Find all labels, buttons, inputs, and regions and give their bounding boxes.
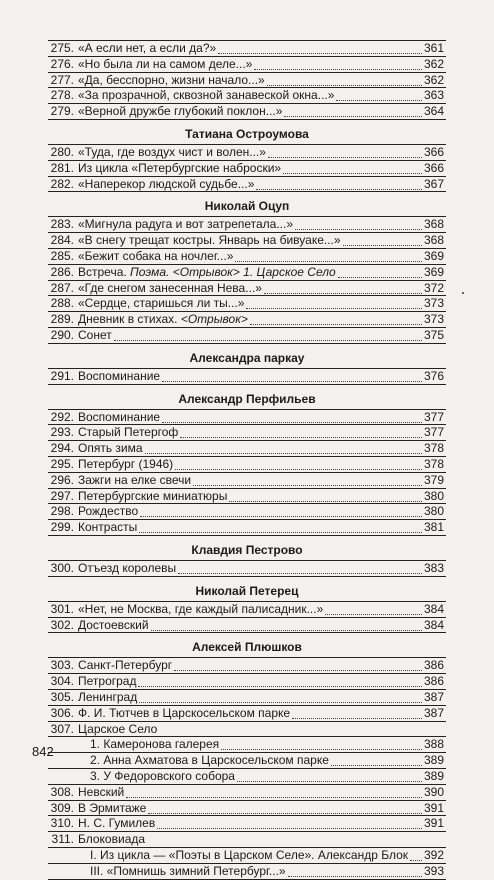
entry-title-text: Петербург (1946) bbox=[78, 457, 174, 471]
entry-number: 304. bbox=[50, 674, 74, 688]
entry-title bbox=[78, 519, 137, 536]
entry-page: 388 bbox=[423, 737, 444, 751]
toc-entry bbox=[0, 519, 494, 536]
entry-page: 378 bbox=[423, 457, 444, 471]
entry-title-text: Дневник в стихах. bbox=[78, 312, 181, 326]
entry-title bbox=[78, 103, 282, 120]
entry-page: 364 bbox=[423, 104, 444, 118]
row-divider bbox=[48, 384, 446, 385]
toc-entry bbox=[0, 456, 494, 473]
toc-entry bbox=[0, 831, 494, 848]
entry-title bbox=[78, 264, 336, 281]
entry-number: 291. bbox=[50, 369, 74, 383]
leader-dots bbox=[140, 516, 422, 517]
toc-entry bbox=[0, 689, 494, 706]
entry-number: 290. bbox=[50, 328, 74, 342]
row-divider bbox=[48, 535, 446, 536]
leader-dots bbox=[193, 485, 422, 486]
entry-page: 368 bbox=[423, 217, 444, 231]
author-heading: Александр Перфильев bbox=[178, 391, 316, 406]
entry-number: 280. bbox=[50, 145, 74, 159]
leader-dots bbox=[254, 69, 422, 70]
entry-title-text: Ленинград bbox=[78, 690, 138, 704]
row-divider bbox=[48, 191, 446, 192]
entry-page: 386 bbox=[423, 674, 444, 688]
entry-title-text: «Верной дружбе глубокий поклон...» bbox=[78, 104, 283, 118]
entry-number: 305. bbox=[50, 690, 74, 704]
entry-page: 369 bbox=[423, 265, 444, 279]
entry-title bbox=[78, 657, 172, 674]
leader-dots bbox=[126, 797, 422, 798]
entry-page: 366 bbox=[423, 161, 444, 175]
entry-page: 381 bbox=[423, 520, 444, 534]
entry-number: 295. bbox=[50, 457, 74, 471]
entry-title-text: Рождество bbox=[78, 504, 139, 518]
entry-title-text: Достоевский bbox=[78, 618, 149, 632]
entry-title bbox=[78, 144, 266, 161]
entry-title-text: «А если нет, а если да?» bbox=[78, 41, 217, 55]
entry-title bbox=[90, 752, 329, 769]
leader-dots bbox=[162, 381, 422, 382]
entry-page: 391 bbox=[423, 801, 444, 815]
entry-title-text: В Эрмитаже bbox=[78, 801, 147, 815]
entry-title-text: Петербургские миниатюры bbox=[78, 489, 228, 503]
entry-page: 380 bbox=[423, 489, 444, 503]
entry-title-italic: <Отрывок> bbox=[180, 312, 248, 326]
entry-number: 275. bbox=[50, 41, 74, 55]
toc-subentry bbox=[0, 768, 494, 785]
entry-title-text: Петроград bbox=[78, 674, 137, 688]
entry-title-text: Воспоминание bbox=[78, 410, 161, 424]
entry-title bbox=[78, 503, 138, 520]
entry-title bbox=[90, 736, 219, 753]
leader-dots bbox=[288, 876, 422, 877]
entry-title-text: «Нет, не Москва, где каждый палисадник...» bbox=[78, 602, 324, 616]
entry-number: 284. bbox=[50, 233, 74, 247]
toc-entry bbox=[0, 144, 494, 161]
entry-title-text: 1. Камеронова галерея bbox=[90, 737, 220, 751]
author-heading: Татиана Остроумова bbox=[185, 127, 309, 141]
entry-page: 362 bbox=[423, 57, 444, 71]
entry-number: 297. bbox=[50, 489, 74, 503]
leader-dots bbox=[268, 157, 422, 158]
entry-title bbox=[78, 87, 334, 104]
entry-title bbox=[78, 689, 137, 706]
entry-page: 387 bbox=[423, 706, 444, 720]
entry-number: 288. bbox=[50, 296, 74, 310]
entry-title-text: «Туда, где воздух чист и волен...» bbox=[78, 145, 266, 159]
toc-entry bbox=[0, 503, 494, 520]
entry-title bbox=[78, 472, 191, 489]
entry-page: 378 bbox=[423, 441, 444, 455]
entry-title bbox=[78, 815, 155, 832]
entry-title-text: Блоковиада bbox=[78, 832, 146, 846]
entry-page: 384 bbox=[423, 602, 444, 616]
entry-page: 376 bbox=[423, 369, 444, 383]
entry-title-text: 2. Анна Ахматова в Царскосельском парке bbox=[90, 753, 329, 767]
entry-title bbox=[78, 784, 124, 801]
toc-entry bbox=[0, 560, 494, 577]
toc-subentry bbox=[0, 863, 494, 880]
entry-title bbox=[78, 705, 290, 722]
toc-entry bbox=[0, 657, 494, 674]
entry-title-text: Царское Село bbox=[78, 722, 158, 736]
entry-title bbox=[78, 560, 176, 577]
entry-title bbox=[90, 847, 408, 864]
entry-number: 310. bbox=[50, 816, 74, 830]
entry-title-text: «Бежит собака на ночлег...» bbox=[78, 249, 234, 263]
leader-dots bbox=[410, 860, 422, 861]
leader-dots bbox=[139, 532, 422, 533]
entry-page: 380 bbox=[423, 504, 444, 518]
leader-dots bbox=[336, 100, 422, 101]
toc-entry bbox=[0, 56, 494, 73]
entry-number: 283. bbox=[50, 217, 74, 231]
entry-title-text: «Но была ли на самом деле...» bbox=[78, 57, 253, 71]
entry-page: 368 bbox=[423, 233, 444, 247]
toc-entry bbox=[0, 40, 494, 57]
entry-title-text: «Мигнула радуга и вот затрепетала...» bbox=[78, 217, 294, 231]
leader-dots bbox=[157, 828, 422, 829]
entry-page: 363 bbox=[423, 88, 444, 102]
entry-number: 307. bbox=[50, 722, 74, 736]
entry-number: 286. bbox=[50, 265, 74, 279]
entry-page: 377 bbox=[423, 410, 444, 424]
entry-number: 298. bbox=[50, 504, 74, 518]
entry-page: 377 bbox=[423, 425, 444, 439]
entry-page: 369 bbox=[423, 249, 444, 263]
author-heading: Николай Петерец bbox=[195, 583, 299, 598]
toc-entry bbox=[0, 815, 494, 832]
entry-number: 299. bbox=[50, 520, 74, 534]
entry-title bbox=[78, 601, 323, 618]
entry-page: 383 bbox=[423, 561, 444, 575]
entry-title-text: Контрасты bbox=[78, 520, 138, 534]
toc-entry bbox=[0, 472, 494, 489]
entry-page: 392 bbox=[423, 848, 444, 862]
leader-dots bbox=[295, 229, 422, 230]
entry-title bbox=[78, 424, 178, 441]
leader-dots bbox=[175, 469, 422, 470]
leader-dots bbox=[256, 189, 422, 190]
leader-dots bbox=[145, 453, 422, 454]
leader-dots bbox=[343, 245, 422, 246]
leader-dots bbox=[331, 765, 422, 766]
entry-title-text: Ф. И. Тютчев в Царскосельском парке bbox=[78, 706, 291, 720]
entry-number: 289. bbox=[50, 312, 74, 326]
entry-page: 391 bbox=[423, 816, 444, 830]
entry-page: 389 bbox=[423, 753, 444, 767]
entry-number: 301. bbox=[50, 602, 74, 616]
leader-dots bbox=[325, 614, 422, 615]
entry-title bbox=[78, 248, 233, 265]
entry-title-text: Отъезд королевы bbox=[78, 561, 177, 575]
toc-entry bbox=[0, 295, 494, 312]
leader-dots bbox=[114, 340, 422, 341]
entry-title-text: Воспоминание bbox=[78, 369, 161, 383]
leader-dots bbox=[148, 813, 422, 814]
entry-number: 278. bbox=[50, 88, 74, 102]
entry-title bbox=[78, 160, 281, 177]
entry-number: 293. bbox=[50, 425, 74, 439]
entry-number: 276. bbox=[50, 57, 74, 71]
entry-title bbox=[78, 232, 341, 249]
entry-title-italic: Поэма. <Отрывок> 1. Царское Село bbox=[130, 265, 336, 279]
entry-title bbox=[78, 673, 136, 690]
toc-entry bbox=[0, 264, 494, 281]
entry-title-text: «Наперекор людской судьбе...» bbox=[78, 177, 255, 191]
leader-dots bbox=[283, 173, 422, 174]
entry-number: 309. bbox=[50, 801, 74, 815]
entry-number: 287. bbox=[50, 281, 74, 295]
entry-title-text: Невский bbox=[78, 785, 125, 799]
toc-entry bbox=[0, 440, 494, 457]
entry-page: 389 bbox=[423, 769, 444, 783]
entry-title-text: Санкт-Петербург bbox=[78, 658, 173, 672]
entry-title bbox=[78, 327, 112, 344]
leader-dots bbox=[292, 718, 422, 719]
entry-page: 390 bbox=[423, 785, 444, 799]
leader-dots bbox=[178, 573, 422, 574]
entry-title bbox=[78, 456, 173, 473]
toc-subentry bbox=[0, 752, 494, 769]
entry-page: 373 bbox=[423, 296, 444, 310]
row-divider bbox=[48, 576, 446, 577]
row-divider bbox=[48, 119, 446, 120]
author-heading: Алексей Плюшков bbox=[192, 640, 302, 655]
entry-title bbox=[78, 311, 248, 328]
entry-title-text: «В снегу трещат костры. Январь на бивуаке...» bbox=[78, 233, 341, 247]
page-number: 842 bbox=[32, 744, 54, 759]
entry-number: 303. bbox=[50, 658, 74, 672]
entry-number: 306. bbox=[50, 706, 74, 720]
entry-number: 296. bbox=[50, 473, 74, 487]
entry-number: 282. bbox=[50, 177, 74, 191]
entry-title bbox=[78, 295, 244, 312]
entry-title-text: Опять зима bbox=[78, 441, 143, 455]
entry-number: 302. bbox=[50, 618, 74, 632]
entry-page: 393 bbox=[423, 864, 444, 878]
entry-page: 387 bbox=[423, 690, 444, 704]
entry-title bbox=[78, 40, 216, 57]
entry-title-text: «Где снегом занесенная Нева...» bbox=[78, 281, 262, 295]
entry-title-text: Н. С. Гумилев bbox=[78, 816, 156, 830]
entry-page: 361 bbox=[423, 41, 444, 55]
entry-number: 300. bbox=[50, 561, 74, 575]
entry-page: 372 bbox=[423, 281, 444, 295]
leader-dots bbox=[162, 422, 422, 423]
author-heading: Клавдия Пестрово bbox=[191, 543, 303, 557]
entry-page: 373 bbox=[423, 312, 444, 326]
entry-title bbox=[78, 368, 160, 385]
author-heading: Александра паркау bbox=[189, 350, 305, 365]
leader-dots bbox=[139, 702, 422, 703]
entry-page: 386 bbox=[423, 658, 444, 672]
entry-title-text: Старый Петергоф bbox=[78, 425, 179, 439]
entry-number: 294. bbox=[50, 441, 74, 455]
entry-title-text: Встреча. bbox=[78, 265, 131, 279]
leader-dots bbox=[250, 324, 422, 325]
leader-dots bbox=[221, 749, 422, 750]
toc-entry bbox=[0, 311, 494, 328]
entry-title-text: III. «Помнишь зимний Петербург...» bbox=[90, 864, 286, 878]
entry-title-text: «Да, бесспорно, жизни начало...» bbox=[78, 73, 265, 87]
entry-page: 367 bbox=[423, 177, 444, 191]
toc-subentry bbox=[0, 847, 494, 864]
toc-entry bbox=[0, 232, 494, 249]
entry-title-text: I. Из цикла — «Поэты в Царском Селе». Александр Блок bbox=[90, 848, 409, 862]
toc-entry bbox=[0, 424, 494, 441]
toc-entry bbox=[0, 103, 494, 120]
toc-entry bbox=[0, 327, 494, 344]
leader-dots bbox=[218, 53, 422, 54]
author-heading: Николай Оцуп bbox=[204, 199, 290, 214]
entry-title bbox=[78, 56, 252, 73]
entry-title-text: Сонет bbox=[78, 328, 112, 342]
toc-entry bbox=[0, 216, 494, 233]
leader-dots bbox=[151, 630, 422, 631]
entry-title bbox=[90, 863, 286, 880]
toc-entry bbox=[0, 368, 494, 385]
entry-number: 285. bbox=[50, 249, 74, 263]
leader-dots bbox=[174, 670, 422, 671]
toc-entry bbox=[0, 705, 494, 722]
leader-dots bbox=[284, 116, 422, 117]
entry-page: 379 bbox=[423, 473, 444, 487]
leader-dots bbox=[264, 293, 422, 294]
entry-number: 279. bbox=[50, 104, 74, 118]
leader-dots bbox=[180, 437, 422, 438]
entry-page: 384 bbox=[423, 618, 444, 632]
leader-dots bbox=[267, 85, 422, 86]
entry-title-text: Зажги на елке свечи bbox=[78, 473, 192, 487]
toc-subentry bbox=[0, 736, 494, 753]
leader-dots bbox=[229, 501, 422, 502]
toc-entry bbox=[0, 601, 494, 618]
toc-entry bbox=[0, 784, 494, 801]
leader-dots bbox=[235, 261, 422, 262]
leader-dots bbox=[138, 686, 422, 687]
entry-number: 308. bbox=[50, 785, 74, 799]
entry-title-text: 3. У Федоровского собора bbox=[90, 769, 235, 783]
entry-number: 281. bbox=[50, 161, 74, 175]
toc-entry bbox=[0, 160, 494, 177]
leader-dots bbox=[237, 781, 422, 782]
entry-title-text: «За прозрачной, сквозной занавеской окна...» bbox=[78, 88, 335, 102]
toc-entry bbox=[0, 673, 494, 690]
leader-dots bbox=[246, 308, 422, 309]
toc-entry bbox=[0, 87, 494, 104]
speck bbox=[462, 292, 464, 294]
entry-title bbox=[90, 768, 235, 785]
entry-number: 277. bbox=[50, 73, 74, 87]
entry-title-text: Из цикла «Петербургские наброски» bbox=[78, 161, 282, 175]
entry-title bbox=[78, 440, 143, 457]
entry-page: 362 bbox=[423, 73, 444, 87]
toc-entry bbox=[0, 248, 494, 265]
entry-page: 375 bbox=[423, 328, 444, 342]
entry-title bbox=[78, 216, 293, 233]
entry-page: 366 bbox=[423, 145, 444, 159]
entry-title-text: «Сердце, старишься ли ты...» bbox=[78, 296, 245, 310]
entry-number: 311. bbox=[51, 832, 74, 846]
row-divider bbox=[48, 343, 446, 344]
row-divider bbox=[48, 632, 446, 633]
entry-title bbox=[78, 831, 145, 848]
leader-dots bbox=[338, 277, 422, 278]
entry-number: 292. bbox=[50, 410, 74, 424]
